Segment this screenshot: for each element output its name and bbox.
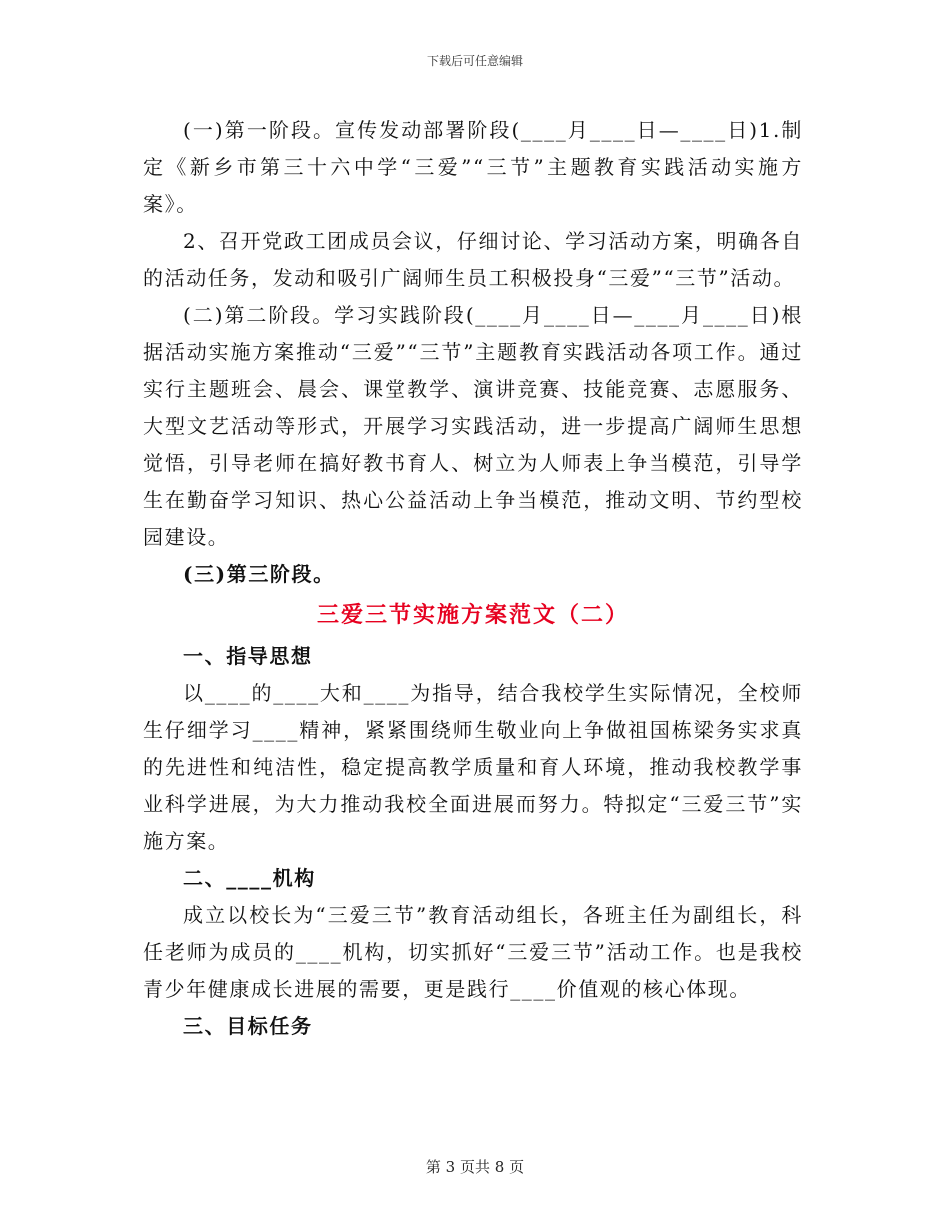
- page-footer: 第 3 页共 8 页: [425, 1158, 525, 1176]
- guiding-thought-paragraph: 以____的____大和____为指导，结合我校学生实际情况，全校师生仔细学习____精神，紧紧围绕师生敬业向上争做祖国栋梁务实求真的先进性和纯洁性，稳定提高教学质量和育人环境，推动我校教学事业科学进展，为大力推动我校全面进展而努力。特拟定“三爱三节”实施方案。: [143, 681, 803, 853]
- goals-heading: 三、目标任务: [183, 1014, 313, 1038]
- document-title: 三爱三节实施方案范文（二）: [316, 602, 629, 628]
- organization-heading: 二、____机构: [183, 866, 316, 890]
- stage-one-paragraph: (一)第一阶段。宣传发动部署阶段(____月____日—____日)1.制定《新乡市第三十六中学“三爱”“三节”主题教育实践活动实施方案》。: [143, 118, 803, 216]
- item-two-paragraph: 2、召开党政工团成员会议，仔细讨论、学习活动方案，明确各自的活动任务，发动和吸引广阔师生员工积极投身“三爱”“三节”活动。: [143, 229, 803, 290]
- stage-three-heading: (三)第三阶段。: [183, 562, 335, 586]
- page-header: 下载后可任意编辑: [426, 54, 523, 68]
- stage-two-paragraph: (二)第二阶段。学习实践阶段(____月____日—____月____日)根据活动实施方案推动“三爱”“三节”主题教育实践活动各项工作。通过实行主题班会、晨会、课堂教学、演讲竞赛、技能竞赛、志愿服务、大型文艺活动等形式，开展学习实践活动，进一步提高广阔师生思想觉悟，引导老师在搞好教书育人、树立为人师表上争当模范，引导学生在勤奋学习知识、热心公益活动上争当模范，推动文明、节约型校园建设。: [143, 303, 803, 549]
- document-body: [143, 112, 803, 1045]
- organization-paragraph: 成立以校长为“三爱三节”教育活动组长，各班主任为副组长，科任老师为成员的____机构，切实抓好“三爱三节”活动工作。也是我校青少年健康成长进展的需要，更是践行____价值观的核心体现。: [143, 903, 803, 1001]
- guiding-thought-heading: 一、指导思想: [183, 644, 313, 668]
